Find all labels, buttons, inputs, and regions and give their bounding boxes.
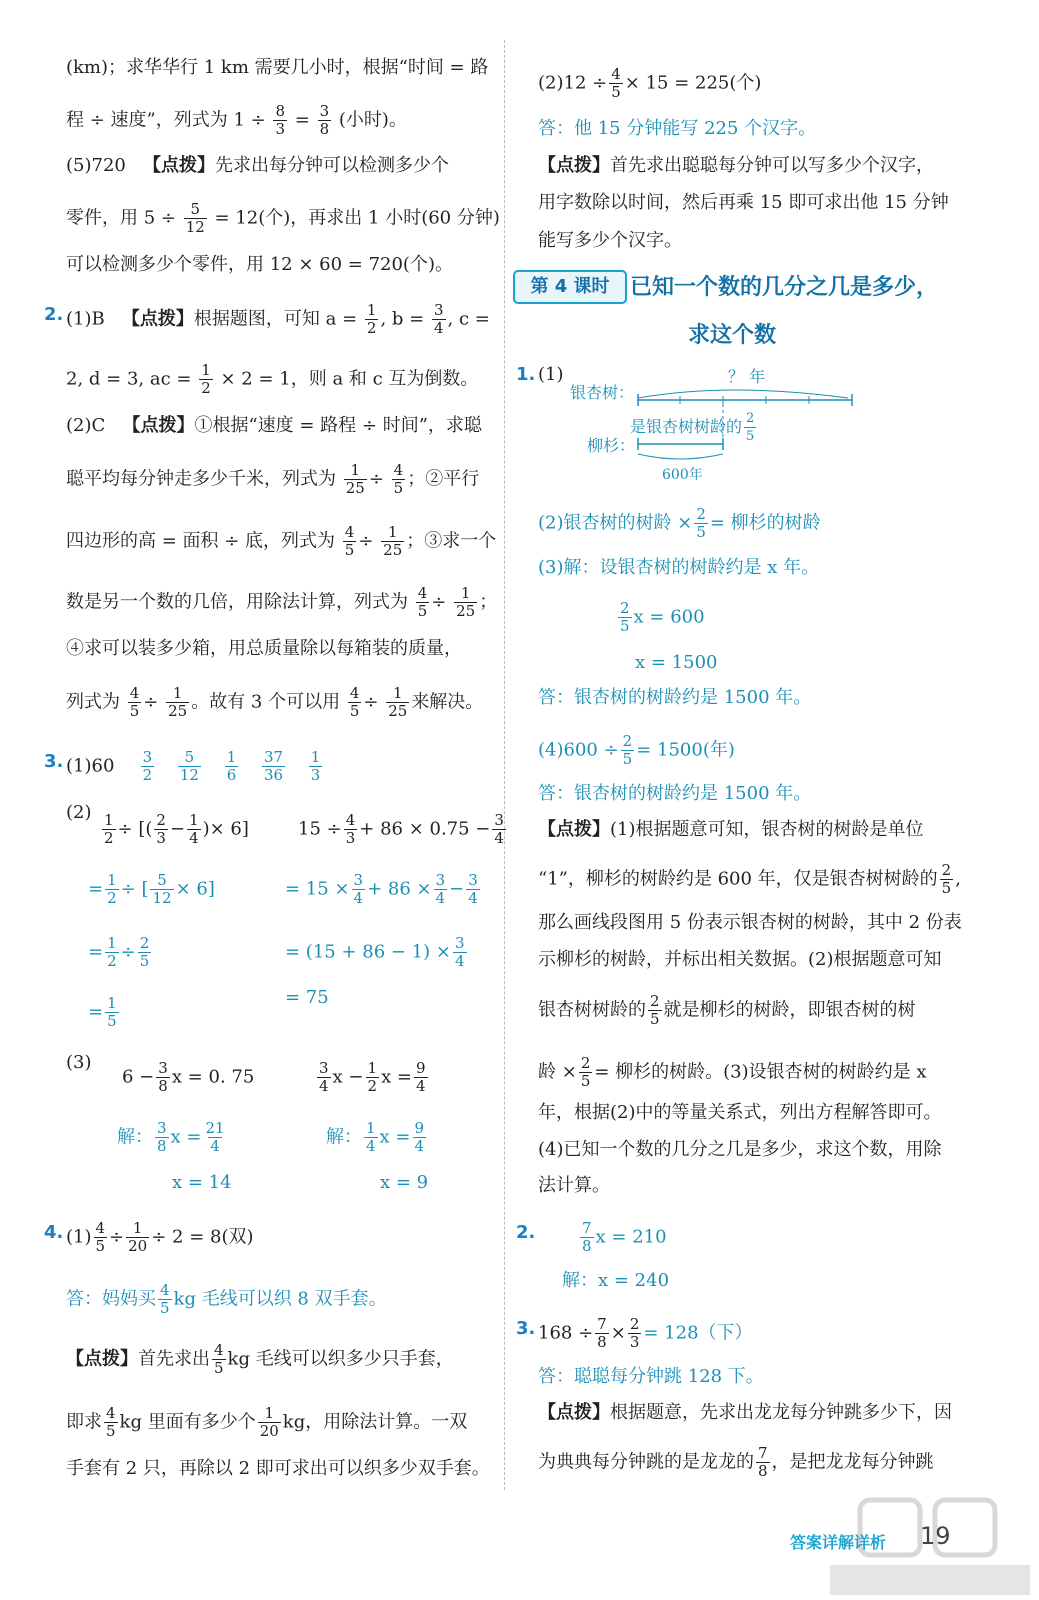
text-line: (4)600 ÷ $\frac{2}{5}$ = 1500(年) xyxy=(538,732,735,768)
equation: x = 9 xyxy=(380,1172,429,1193)
text-line: 聪平均每分钟走多少千米，列式为 $\frac{1}{25}$ ÷ $\frac{4}{5}$ ；②平行 xyxy=(66,461,480,497)
column-divider xyxy=(504,40,505,1490)
text-line: 能写多少个汉字。 xyxy=(538,230,682,251)
lesson-badge: 第 4 课时 xyxy=(513,270,627,304)
expression: = (15 + 86 − 1) × $\frac{3}{4}$ xyxy=(285,934,465,970)
equation: 6 − $\frac{3}{8}$ x = 0. 75 xyxy=(122,1059,255,1095)
fraction: $\frac{1}{25}$ xyxy=(383,523,403,559)
question-number: 3. xyxy=(516,1318,536,1339)
expression: = $\frac{1}{2}$ ÷ [ $\frac{5}{12}$ × 6] xyxy=(88,871,215,907)
text-line: (5)720 【点拨】先求出每分钟可以检测多少个 xyxy=(66,155,450,176)
diagram-label: 银杏树： xyxy=(570,383,635,402)
text-line: (1)B 【点拨】根据题图，可知 a = $\frac{1}{2}$ , b = $\frac{3}{4}$ , c = xyxy=(66,301,490,337)
text-line: (2)银杏树的树龄 × $\frac{2}{5}$ = 柳杉的树龄 xyxy=(538,505,821,541)
text-line: 可以检测多少个零件，用 12 × 60 = 720(个)。 xyxy=(66,254,453,275)
text-line: (2)12 ÷ $\frac{4}{5}$ × 15 = 225(个) xyxy=(538,65,762,101)
hint-tag: 【点拨】 xyxy=(143,155,216,176)
fraction: $\frac{1}{2}$ xyxy=(366,301,377,337)
expression: = 75 xyxy=(285,987,329,1008)
lesson-title: 求这个数 xyxy=(688,323,777,348)
answer-line: 答：妈妈买 $\frac{4}{5}$ kg 毛线可以织 8 双手套。 xyxy=(66,1281,387,1317)
diagram-lines xyxy=(630,378,865,468)
text-line: 四边形的高 = 面积 ÷ 底，列式为 $\frac{4}{5}$ ÷ $\frac{1}{25}$ ；③求一个 xyxy=(66,523,497,559)
text-line: (3)解：设银杏树的树龄约是 x 年。 xyxy=(538,557,820,578)
fraction: $\frac{3}{8}$ xyxy=(319,102,330,138)
lesson-title: 已知一个数的几分之几是多少， xyxy=(630,275,939,300)
equation: $\frac{2}{5}$ x = 600 xyxy=(620,599,705,635)
fraction: $\frac{4}{5}$ xyxy=(393,461,404,497)
fraction: $\frac{4}{5}$ xyxy=(349,684,360,720)
diagram-label: ？ 年 xyxy=(728,367,766,386)
footer-label: 答案详解详析 xyxy=(790,1533,887,1552)
text-line: 为典典每分钟跳的是龙龙的 $\frac{7}{8}$ ，是把龙龙每分钟跳 xyxy=(538,1444,934,1480)
question-number: 2. xyxy=(516,1222,536,1243)
expression: 15 ÷ $\frac{4}{3}$ + 86 × 0.75 − $\frac{3}{4}$ xyxy=(298,811,504,847)
text-line: 示柳杉的树龄，并标出相关数据。(2)根据题意可知 xyxy=(538,949,942,970)
fraction: $\frac{4}{5}$ xyxy=(417,584,428,620)
text-line: 【点拨】根据题意，先求出龙龙每分钟跳多少下，因 xyxy=(538,1402,952,1423)
fraction: $\frac{1}{3}$ xyxy=(310,748,321,784)
text-line: 那么画线段图用 5 份表示银杏树的树龄，其中 2 份表 xyxy=(538,912,962,933)
page-number: 19 xyxy=(920,1522,951,1550)
part-label: (1) xyxy=(538,364,564,385)
fraction: $\frac{1}{2}$ xyxy=(201,361,211,397)
text-line: ④求可以装多少箱，用总质量除以每箱装的质量， xyxy=(66,638,462,659)
answer-line: 答：银杏树的树龄约是 1500 年。 xyxy=(538,687,812,708)
question-number: 3. xyxy=(44,751,64,772)
equation: x = 14 xyxy=(172,1172,232,1193)
fraction: $\frac{3}{4}$ xyxy=(433,301,444,337)
fraction: $\frac{4}{5}$ xyxy=(344,523,355,559)
text-line: 数是另一个数的几倍，用除法计算，列式为 $\frac{4}{5}$ ÷ $\frac{1}{25}$ ； xyxy=(66,584,498,620)
answer-line: 答：聪聪每分钟跳 128 下。 xyxy=(538,1366,764,1387)
text-line: 168 ÷ $\frac{7}{8}$ × $\frac{2}{3}$ = 128（下） xyxy=(538,1315,753,1351)
text-line: 即求 $\frac{4}{5}$ kg 里面有多少个 $\frac{1}{20}$ kg，用除法计算。一双 xyxy=(66,1404,468,1440)
text-line: (4)已知一个数的几分之几是多少，求这个数，用除 xyxy=(538,1139,942,1160)
text-line: 零件，用 5 ÷ $\frac{5}{12}$ = 12(个)，再求出 1 小时(60 分钟) xyxy=(66,200,500,236)
text-line: 用字数除以时间，然后再乘 15 即可求出他 15 分钟 xyxy=(538,192,949,213)
text-line: (1)60 $\frac{3}{2}$ $\frac{5}{12}$ $\frac{1}{6}$ $\frac{37}{36}$ $\frac{1}{3}$ xyxy=(66,748,321,784)
answer-line: 答：银杏树的树龄约是 1500 年。 xyxy=(538,783,812,804)
fraction: $\frac{4}{5}$ xyxy=(129,684,140,720)
equation: $\frac{7}{8}$ x = 210 xyxy=(582,1219,667,1255)
text-line: “1”，柳杉的树龄约是 600 年，仅是银杏树树龄的 $\frac{2}{5}$ , xyxy=(538,861,961,897)
expression: = $\frac{1}{2}$ ÷ $\frac{2}{5}$ xyxy=(88,934,150,970)
text-line: 法计算。 xyxy=(538,1175,610,1196)
fraction: $\frac{1}{25}$ xyxy=(388,684,408,720)
fraction: $\frac{1}{25}$ xyxy=(168,684,188,720)
text-line: 程 ÷ 速度”，列式为 1 ÷ $\frac{8}{3}$ = $\frac{3}{8}$ (小时)。 xyxy=(66,102,407,138)
question-number: 1. xyxy=(516,364,536,385)
equation: $\frac{3}{4}$ x − $\frac{1}{2}$ x = $\frac{9}{4}$ xyxy=(319,1059,426,1095)
expression: = 15 × $\frac{3}{4}$ + 86 × $\frac{3}{4}$ − $\frac{3}{4}$ xyxy=(285,871,478,907)
part-label: (2) xyxy=(66,802,92,823)
text-line: 【点拨】首先求出聪聪每分钟可以写多少个汉字， xyxy=(538,155,934,176)
expression: = $\frac{1}{5}$ xyxy=(88,994,117,1030)
expression: $\frac{1}{2}$ ÷ [( $\frac{2}{3}$ − $\frac{1}{4}$ )× 6] xyxy=(104,811,249,847)
fraction: $\frac{1}{25}$ xyxy=(456,584,476,620)
fraction: $\frac{3}{2}$ xyxy=(142,748,153,784)
text-line: (km)；求华华行 1 km 需要几小时，根据“时间 = 路 xyxy=(66,57,489,78)
fraction: $\frac{1}{6}$ xyxy=(226,748,237,784)
fraction: $\frac{1}{25}$ xyxy=(345,461,365,497)
text-line: 年，根据(2)中的等量关系式，列出方程解答即可。 xyxy=(538,1102,942,1123)
text-line: 银杏树树龄的 $\frac{2}{5}$ 就是柳杉的树龄，即银杏树的树 xyxy=(538,992,916,1028)
part-label: (3) xyxy=(66,1052,92,1073)
text-line: 手套有 2 只，再除以 2 即可求出可以织多少双手套。 xyxy=(66,1458,490,1479)
question-number: 2. xyxy=(44,304,64,325)
fraction: $\frac{37}{36}$ xyxy=(263,748,284,784)
fraction: $\frac{8}{3}$ xyxy=(275,102,285,138)
text-line: 龄 × $\frac{2}{5}$ = 柳杉的树龄。(3)设银杏树的树龄约是 x xyxy=(538,1054,927,1090)
equation: 解： $\frac{3}{8}$ x = $\frac{21}{4}$ xyxy=(117,1119,225,1155)
diagram-label: 柳杉： xyxy=(587,436,636,455)
text-line: (1) $\frac{4}{5}$ ÷ $\frac{1}{20}$ ÷ 2 = 8(双) xyxy=(66,1219,254,1255)
diagram-label: 600年 xyxy=(662,467,703,483)
text-line: (2)C 【点拨】①根据“速度 = 路程 ÷ 时间”，求聪 xyxy=(66,415,482,436)
watermark-logo-icon xyxy=(830,1495,1030,1600)
question-number: 4. xyxy=(44,1222,64,1243)
equation: 解：x = 240 xyxy=(562,1270,670,1291)
fraction: $\frac{5}{12}$ xyxy=(185,200,205,236)
text-line: 【点拨】(1)根据题意可知，银杏树的树龄是单位 xyxy=(538,819,924,840)
diagram-label: 是银杏树树龄的 $\frac{2}{5}$ xyxy=(630,411,755,444)
answer-line: 答：他 15 分钟能写 225 个汉字。 xyxy=(538,118,817,139)
equation: 解： $\frac{1}{4}$ x = $\frac{9}{4}$ xyxy=(326,1119,425,1155)
text-line: 【点拨】首先求出 $\frac{4}{5}$ kg 毛线可以织多少只手套， xyxy=(66,1341,454,1377)
text-line: 2, d = 3, ac = $\frac{1}{2}$ × 2 = 1，则 a 和 c 互为倒数。 xyxy=(66,361,479,397)
equation: x = 1500 xyxy=(635,652,718,673)
text-line: 列式为 $\frac{4}{5}$ ÷ $\frac{1}{25}$ 。故有 3 个可以用 $\frac{4}{5}$ ÷ $\frac{1}{25}$ 来解决。 xyxy=(66,684,484,720)
fraction: $\frac{5}{12}$ xyxy=(179,748,199,784)
